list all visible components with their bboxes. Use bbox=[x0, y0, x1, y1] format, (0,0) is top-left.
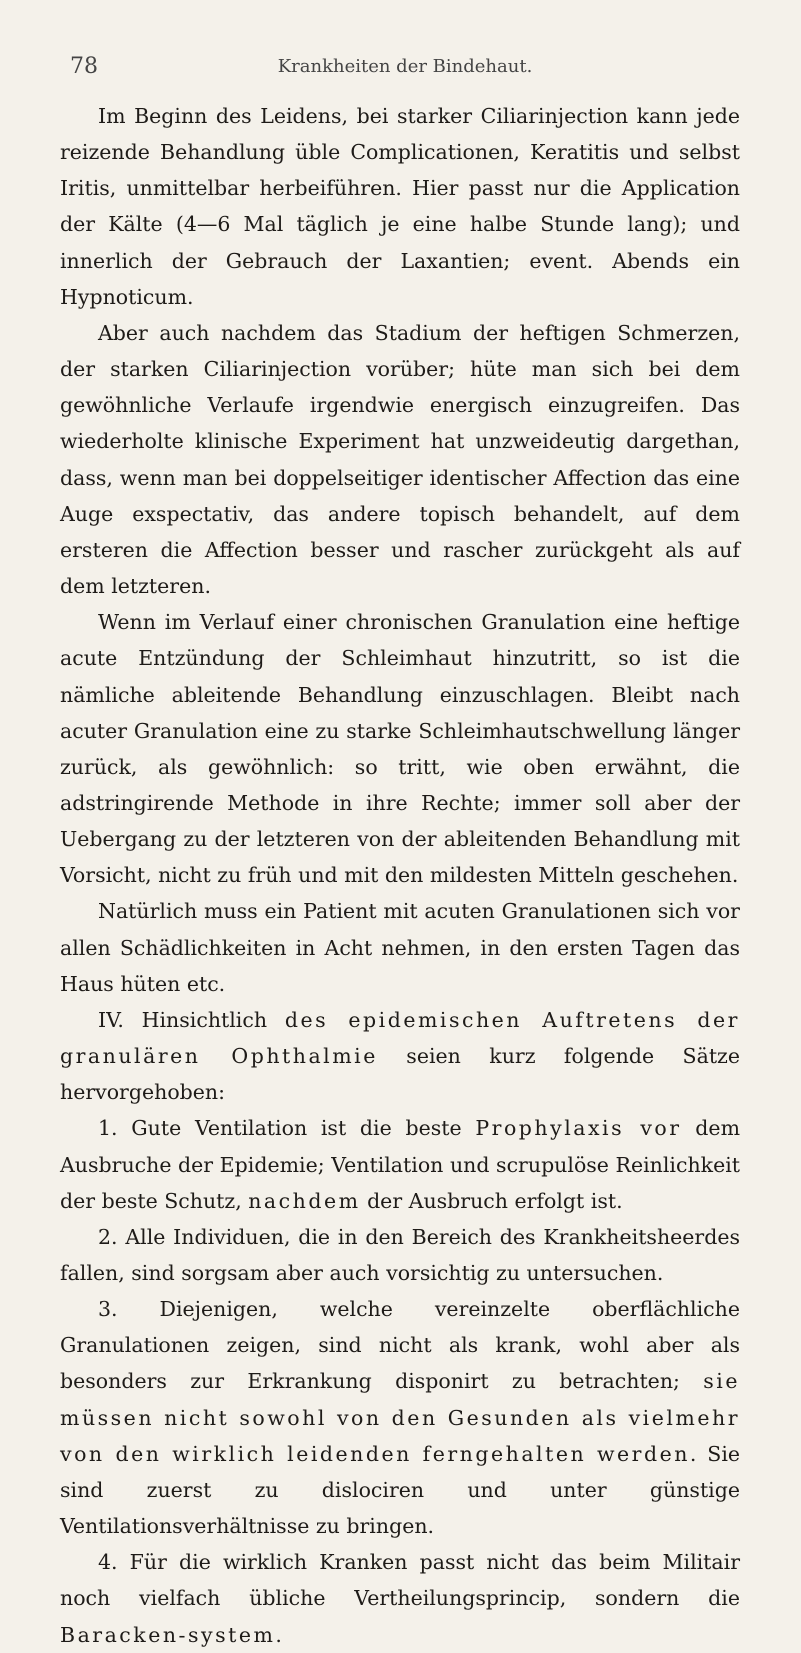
paragraph-1: Im Beginn des Leidens, bei starker Ciliarinjection kann jede reizende Behandlung üble Complicationen, Keratitis und selbst Iritis, unmittelbar herbeiführen. Hier passt nur die Application der Kälte (4—6 Mal täglich je eine halbe Stunde lang); und innerlich der Gebrauch der Laxantien; event. Abends ein Hypnoticum. bbox=[60, 104, 740, 309]
paragraph-3: Wenn im Verlauf einer chronischen Granulation eine heftige acute Entzündung der Schleimhaut hinzutritt, so ist die nämliche ableitende Behandlung einzuschlagen. Bleibt nach acuter Granulation eine zu starke Schleimhautschwellung länger zurück, als gewöhnlich: so tritt, wie oben erwähnt, die adstringirende Methode in ihre Rechte; immer soll aber der Uebergang zu der letzteren von der ableitenden Behandlung mit Vorsicht, nicht zu früh und mit den mildesten Mitteln geschehen. bbox=[60, 610, 740, 888]
item-1-text-a: 1. Gute Ventilation ist die beste bbox=[98, 1116, 476, 1141]
item-3-spaced-emphasis: sie müssen nicht sowohl von den Gesunden als vielmehr von den wirklich leidenden ferngehalten werden. bbox=[60, 1369, 740, 1466]
list-item-3 bbox=[60, 1291, 740, 1544]
page-header bbox=[70, 52, 740, 86]
item-1-text-b: dem Ausbruche der Epidemie; Ventilation und scrupulöse Reinlichkeit der beste Schutz, bbox=[60, 1116, 741, 1213]
list-item-2: 2. Alle Individuen, die in den Bereich des Krankheitsheerdes fallen, sind sorgsam aber auch vorsichtig zu untersuchen. bbox=[60, 1224, 740, 1285]
section-iv-spaced-title: des epidemischen Auftretens der granulären Ophthalmie bbox=[60, 1007, 740, 1069]
item-1-spaced-prophylaxis: Prophylaxis vor bbox=[475, 1116, 682, 1141]
section-iv-tail: seien kurz folgende Sätze hervorgehoben: bbox=[60, 1044, 740, 1105]
item-3-text-a: 3. Diejenigen, welche vereinzelte oberflächliche Granulationen zeigen, sind nicht als krank, wohl aber als besonders zur Erkrankung disponirt zu betrachten; bbox=[60, 1297, 740, 1394]
list-item-4 bbox=[60, 1544, 740, 1652]
paragraph-4: Natürlich muss ein Patient mit acuten Granulationen sich vor allen Schädlichkeiten in Acht nehmen, in den ersten Tagen das Haus hüten etc. bbox=[60, 899, 740, 996]
item-1-spaced-nachdem: nachdem bbox=[248, 1188, 361, 1213]
page-number: 78 bbox=[70, 54, 98, 79]
body-text bbox=[60, 98, 740, 1653]
list-item-1 bbox=[60, 1110, 740, 1218]
item-3-text-b: Sie sind zuerst zu dislociren und unter günstige Ventilationsverhältnisse zu bringen. bbox=[60, 1441, 741, 1539]
item-4-spaced-baracken: Baracken-system. bbox=[60, 1622, 285, 1647]
item-4-text-a: 4. Für die wirklich Kranken passt nicht das beim Militair noch vielfach übliche Vertheilungsprincip, sondern die bbox=[60, 1550, 740, 1611]
paragraph-2: Aber auch nachdem das Stadium der heftigen Schmerzen, der starken Ciliarinjection vorüber; hüte man sich bei dem gewöhnliche Verlaufe irgendwie energisch einzugreifen. Das wiederholte klinische Experiment hat unzweideutig dargethan, dass, wenn man bei doppelseitiger identischer Affection das eine Auge exspectativ, das andere topisch behandelt, auf dem ersteren die Affection besser und rascher zurückgeht als auf dem letzteren. bbox=[60, 320, 740, 599]
section-iv-heading bbox=[60, 1002, 740, 1110]
item-1-text-c: der Ausbruch erfolgt ist. bbox=[360, 1188, 623, 1213]
section-iv-lead: IV. Hinsichtlich bbox=[98, 1007, 285, 1032]
running-head: Krankheiten der Bindehaut. bbox=[277, 56, 533, 77]
